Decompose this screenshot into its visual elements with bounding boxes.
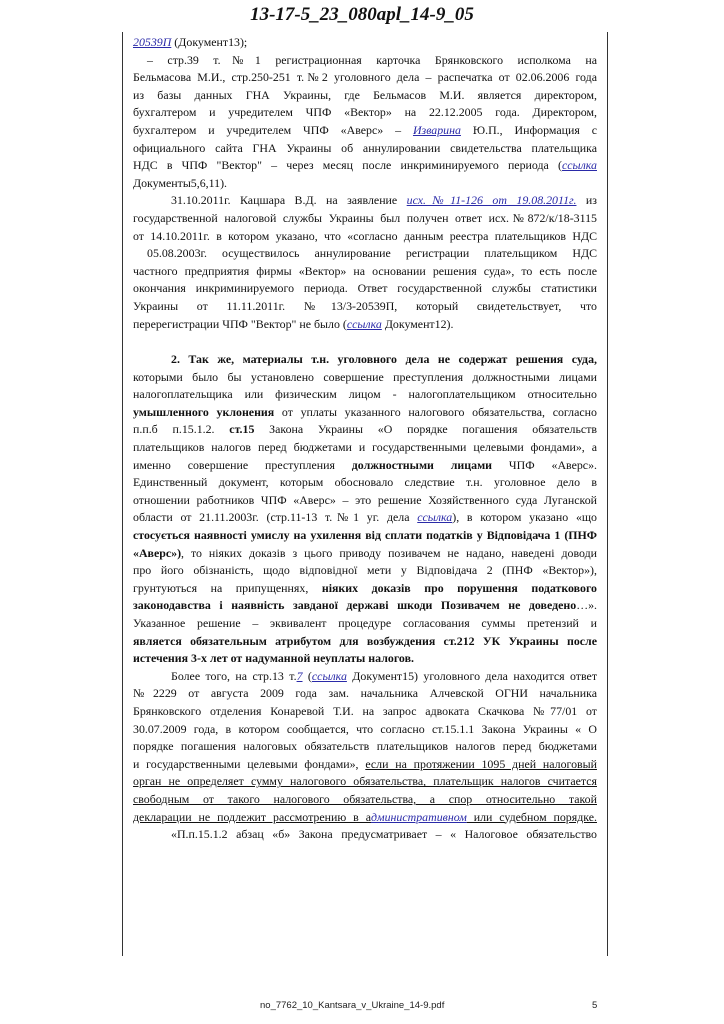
line-text: если на протяжении 1095 дней налоговый bbox=[365, 756, 597, 771]
line-text: ЧПФ «Аверс». bbox=[492, 457, 597, 472]
text-line bbox=[133, 369, 597, 387]
document-link[interactable]: 20539П bbox=[133, 35, 172, 49]
footer-page-number: 5 bbox=[592, 1000, 598, 1011]
text-line bbox=[133, 773, 597, 791]
line-text: плательщиков налогов перед бюджетами и государственными целевыми фондами», а bbox=[133, 440, 597, 455]
text-line bbox=[133, 509, 597, 527]
text-line bbox=[133, 650, 597, 668]
text-line bbox=[133, 386, 597, 404]
line-text: государственной налоговой службы Украины был получен ответ исх.№872/к/18-3115 bbox=[133, 210, 597, 225]
line-text: 05.08.2003г. осуществилось аннулирование регистрации плательщиком НДС bbox=[147, 246, 597, 261]
line-text: , то ніяких доказів з цього приводу позивачем не надано, наведені доводи bbox=[181, 545, 597, 560]
text-line bbox=[133, 615, 597, 633]
line-text: именно совершение преступления bbox=[133, 457, 352, 472]
text-line bbox=[133, 316, 597, 334]
line-text: которыми было бы установлено совершение преступления должностными лицами bbox=[133, 369, 597, 384]
line-text: ( bbox=[302, 668, 312, 683]
line-text: Указанное решение – эквивалент процедуре согласования суммы претензий и bbox=[133, 616, 597, 630]
line-text: №2229 от августа 2009 года зам. начальника Алчевской ОГНИ начальника bbox=[133, 686, 597, 701]
line-text: про його обізнаність, щодо відповідної мети у Відповідача 2 (ПНФ «Вектор»), bbox=[133, 563, 597, 578]
document-link[interactable]: 7 bbox=[296, 668, 303, 683]
text-line bbox=[133, 421, 597, 439]
paragraph-gap bbox=[133, 333, 597, 351]
text-line bbox=[133, 351, 597, 369]
document-link[interactable]: дминистративном bbox=[370, 809, 467, 824]
document-header-title: 13-17-5_23_080apl_14-9_05 bbox=[250, 4, 474, 25]
line-text: …». bbox=[576, 598, 597, 613]
line-text: из базы данных ГНА Украины, где Бельмасов М.И. является директором, bbox=[133, 87, 597, 102]
line-text: грунтуються на припущеннях, bbox=[133, 580, 322, 595]
line-text: Брянковского отделения Конаревой Т.И. на запрос адвоката Скачкова №77/01 от bbox=[133, 703, 597, 718]
footer-filename: no_7762_10_Kantsara_v_Ukraine_14-9.pdf bbox=[260, 1000, 445, 1011]
line-text: Более того, на стр.13 т. bbox=[171, 668, 297, 683]
text-line bbox=[133, 122, 597, 140]
text-line bbox=[133, 192, 597, 210]
line-text: Закона Украины «О порядке погашения обязательств bbox=[254, 422, 597, 437]
text-line bbox=[133, 34, 597, 52]
line-text: бухгалтером и учредителем ЧПФ «Вектор» на 22.12.2005 года. Директором, bbox=[133, 105, 597, 120]
line-text: «Аверс») bbox=[133, 545, 182, 560]
text-line bbox=[133, 721, 597, 739]
text-line bbox=[133, 580, 597, 598]
line-text: бухгалтером и учредителем ЧПФ «Аверс» – bbox=[133, 122, 413, 137]
line-text: из bbox=[576, 193, 597, 208]
line-text: декларации не подлежит рассмотрению в а bbox=[133, 809, 371, 824]
text-line bbox=[133, 228, 597, 246]
text-line bbox=[133, 791, 597, 809]
line-text: ніяких доказів про порушення податкового bbox=[321, 580, 597, 595]
text-line bbox=[133, 668, 597, 686]
line-text: от уплаты указанного налогового обязательства, согласно bbox=[274, 404, 597, 419]
text-line bbox=[133, 457, 597, 475]
text-line bbox=[133, 703, 597, 721]
text-line bbox=[133, 298, 597, 316]
line-text: п.п.б п.15.1.2. bbox=[133, 422, 230, 437]
text-line bbox=[133, 87, 597, 105]
text-line bbox=[133, 633, 597, 651]
text-line bbox=[133, 175, 597, 193]
line-text: «П.п.15.1.2 абзац «б» Закона предусматривает – « Налоговое обязательство bbox=[171, 827, 597, 842]
line-text: ст.15 bbox=[229, 422, 255, 437]
document-link[interactable]: исх.№11-126 от 19.08.2011г. bbox=[406, 193, 577, 208]
line-text: 30.07.2009 года, в котором сообщается, что согласно ст.15.1.1 Закона Украины « О bbox=[133, 721, 597, 736]
line-text: официального сайта ГНА Украины об аннулировании свидетельства плательщика bbox=[133, 140, 597, 155]
line-text: стосується наявності умислу на ухилення від сплати податків у Відповідача 1 (ПНФ bbox=[133, 528, 597, 543]
text-line bbox=[133, 738, 597, 756]
line-text: частного предприятия фирмы «Вектор» на основании решения суда», то есть после bbox=[133, 263, 597, 278]
text-line bbox=[133, 597, 597, 615]
document-body bbox=[133, 34, 597, 844]
text-line bbox=[133, 210, 597, 228]
text-line bbox=[133, 474, 597, 492]
line-text: от 14.10.2011г. в котором указано, что «согласно данным реестра плательщиков НДС bbox=[133, 228, 597, 243]
line-text: Документ15) уголовного дела находится ответ bbox=[346, 668, 597, 683]
line-text: порядке погашения налоговых обязательств плательщиков налогов перед бюджетами bbox=[133, 739, 597, 754]
line-text: Единственный документ, которым обосновало следствие т.н. уголовное дело в bbox=[133, 475, 597, 490]
line-text: орган не определяет сумму налогового обязательства, плательщик налогов считается bbox=[133, 774, 597, 789]
document-link[interactable]: Изварина bbox=[412, 122, 461, 137]
line-text: Документы5,6,11). bbox=[133, 175, 228, 190]
line-text: НДС в ЧПФ "Вектор" – через месяц после инкриминируемого периода ( bbox=[133, 158, 562, 173]
text-line bbox=[133, 157, 597, 175]
line-text: Бельмасова М.И., стр.250-251 т.№2 уголовного дела – распечатка от 02.06.2006 года bbox=[133, 70, 597, 85]
text-line bbox=[133, 404, 597, 422]
document-link[interactable]: ссылка bbox=[346, 316, 382, 331]
text-line bbox=[133, 756, 597, 774]
line-text: и государственными целевыми фондами», bbox=[133, 756, 366, 771]
line-text: 31.10.2011г. Кацшара В.Д. на заявление bbox=[171, 193, 407, 208]
text-line bbox=[133, 527, 597, 545]
line-text: (Документ13); bbox=[171, 35, 248, 49]
document-link[interactable]: ссылка bbox=[561, 158, 597, 173]
text-line bbox=[133, 826, 597, 844]
text-line bbox=[133, 492, 597, 510]
text-line bbox=[133, 809, 597, 827]
line-text: свободным от такого налогового обязательства, а спор относительно такой bbox=[133, 791, 597, 806]
line-text: налогоплательщика или физическим лицом - налогоплательщиком относительно bbox=[133, 387, 597, 402]
line-text: отношении работников ЧПФ «Аверс» – это решение Хозяйственного суда Луганской bbox=[133, 492, 597, 507]
line-text: является обязательным атрибутом для возбуждения ст.212 УК Украины после bbox=[133, 633, 597, 648]
line-text: ), в котором указано «що bbox=[452, 510, 597, 525]
line-text: Документ12). bbox=[381, 316, 454, 331]
text-line bbox=[133, 104, 597, 122]
text-line bbox=[133, 562, 597, 580]
document-link[interactable]: ссылка bbox=[311, 668, 347, 683]
line-text: законодавства і наявність завданої державі шкоди Позивачем не доведено bbox=[133, 598, 577, 613]
line-text: 2. Так же, материалы т.н. уголовного дела не содержат решения суда, bbox=[171, 352, 597, 367]
text-line bbox=[133, 140, 597, 158]
line-text: умышленного уклонения bbox=[133, 404, 275, 419]
line-text: – стр.39 т.№1 регистрационная карточка Брянковского исполкома на bbox=[147, 52, 597, 67]
text-line bbox=[133, 685, 597, 703]
text-line bbox=[133, 439, 597, 457]
line-text: перерегистрации ЧПФ "Вектор" не было ( bbox=[133, 316, 347, 331]
line-text: должностными лицами bbox=[351, 457, 493, 472]
line-text: истечения 3-х лет от надуманной неуплаты налогов. bbox=[133, 651, 414, 666]
text-line bbox=[133, 52, 597, 70]
text-line bbox=[133, 545, 597, 563]
text-line bbox=[133, 263, 597, 281]
text-line bbox=[133, 69, 597, 87]
line-text: Ю.П., Информация с bbox=[460, 122, 597, 137]
line-text: окончания инкриминируемого периода. Ответ государственной службы статистики bbox=[133, 281, 597, 296]
line-text: или судебном порядке. bbox=[466, 809, 597, 824]
document-link[interactable]: ссылка bbox=[417, 510, 453, 525]
text-line bbox=[133, 280, 597, 298]
line-text: области от 21.11.2003г. (стр.11-13 т.№1 уг. дела bbox=[133, 510, 418, 525]
text-line bbox=[133, 245, 597, 263]
line-text: Украины от 11.11.2011г. №13/3-20539П, который свидетельствует, что bbox=[133, 298, 597, 313]
